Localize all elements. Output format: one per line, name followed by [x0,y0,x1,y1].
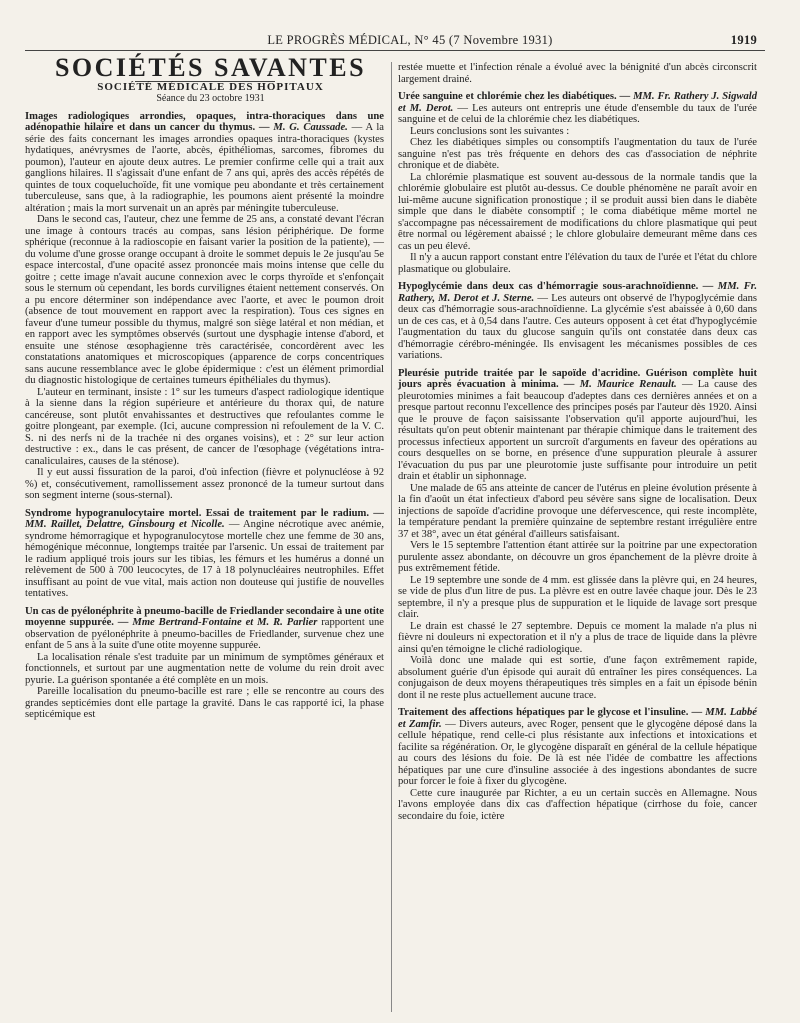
paragraph: Il y eut aussi fissuration de la paroi, d'où infection (fièvre et polynucléose à 92 %) et, consécutivement, ramollissement assez prononcé de la tumeur surtout dans son segment interne (sous-sternal). [25,467,384,501]
article-lead [398,707,757,788]
article-lead [25,606,384,652]
article-bertrand-fontaine [25,606,384,721]
paragraph: Vers le 15 septembre l'attention étant attirée sur la poitrine par une expectoration purulente assez abondante, on découvre un gros épanchement de la plèvre droite à pus extrêmement fétide. [398,540,757,574]
article-caussade [25,111,384,502]
article-lead [398,281,757,362]
paragraph: Cette cure inaugurée par Richter, a eu un certain succès en Allemagne. Nous l'avons employée dans dix cas d'affection hépatique (cirrhose du foie, cancer secondaire du foie, ictère [398,787,757,822]
paragraph: Chez les diabétiques simples ou consomptifs l'augmentation du taux de l'urée sanguine n'est pas très fréquente en dehors des cas d'association de néphrite chronique et de diabète. [398,137,757,171]
article-title: Urée sanguine et chlorémie chez les diabétiques. [398,91,617,102]
article-labbe [398,707,757,822]
article-renault [398,368,757,702]
paragraph: Leurs conclusions sont les suivantes : [410,125,570,137]
article-lead [25,508,384,600]
article-text: — La cause des pleurotomies minimes a fait beaucoup d'adeptes dans ces dernières années et on a presque partout reconnu l'excellence des principes posés par l'auteur dès 1920. Ainsi que le prouve de façon saisissante l'observation qu'il apporte aujourd'hui, les résultats qu'on peut obtenir maintenant par thérapie chimique dans le traitement des processus infectieux apportent un surcroît d'arguments en faveur des opérations au cours desquelles on se borne, en présence d'une suppuration pleurale à assurer l'évacuation du pus par une pleurotomie juste suffisante pour introduire un petit drain et établir un siphonnage. [398,379,758,482]
right-column [398,62,757,822]
paragraph: Voilà donc une malade qui est sortie, d'une façon extrêmement rapide, absolument guérie d'un épisode qui aurait dû entraîner les pires conséquences. La conjugaison de deux moyens thérapeutiques très simples en a fait un épisode bénin dont il ne reste plus actuellement aucune trace. [398,655,757,701]
article-title: Hypoglycémie dans deux cas d'hémorragie sous-arachnoïdienne. [398,281,699,292]
society-heading: SOCIÉTÉ MÉDICALE DES HOPITAUX [97,80,324,93]
article-text: rapportent une observation de pyélonéphrite à pneumo-bacilles de Friedlander, survenue chez une enfant de 5 ans à la suite d'une otite moyenne suppurée. [25,617,385,651]
paragraph: Pareille localisation du pneumo-bacille est rare ; elle se rencontre au cours des grandes septicémies dont elle partage la gravité. Dans le cas rapporté ici, la phase septicémique est [25,686,384,720]
article-text: — Les auteurs ont observé de l'hypoglycémie dans deux cas d'hémorragie sous-arachnoïdienne. La glycémie s'est abaissée à 0,60 dans un de ces cas, et à 0,54 dans l'autre. Ces auteurs opposent à cet état d'hypoglycémie l'augmentation du taux du glucose sanguin qu'ils ont constatée dans deux cas d'hémorragie cérébro-méningée. Ils envisagent les mécanismes possibles de ces variations. [398,292,758,361]
continuation-paragraph: restée muette et l'infection rénale a évolué avec la bénignité d'un abcès circonscrit largement drainé. [398,62,757,85]
paragraph: La chlorémie plasmatique est souvent au-dessous de la normale tandis que la chlorémie globulaire est plutôt au-dessus. Ce double phénomène ne paraît avoir en lui-même aucune signification pronostique ; il se produit aussi bien dans le diabète simple que dans le diabète consomptif ; le coma diabétique même mortel ne s'accompagne pas nécessairement de modifications du chlore plasmatique qui peut être normal ou légèrement abaissé ; le chlore globulaire demeurant même dans ces cas un peu élevé. [398,171,757,252]
page-number: 1919 [730,33,757,47]
paragraph: Le drain est chassé le 27 septembre. Depuis ce moment la malade n'a plus ni fièvre ni douleurs ni expectoration et il n'y a plus de trace de liquide dans la plèvre ainsi qu'en témoigne le cliché radiologique. [398,620,757,655]
article-author: — MM. Fr. Rathery, M. Derot et J. Sterne. [398,281,757,304]
article-lead [398,368,757,483]
article-rathery-uree [398,91,757,275]
article-lead [398,91,757,126]
article-title: Un cas de pyélonéphrite à pneumo-bacille de Friedlander secondaire à une otite moyenne suppurée. [25,605,384,628]
article-author: — MM. Raillet, Delattre, Ginsbourg et Nicolle. [25,507,384,530]
seance-date: Séance du 23 octobre 1931 [156,93,265,104]
article-author: — M. Maurice Renault. [563,379,677,390]
article-raillet [25,508,384,600]
paragraph: Il n'y a aucun rapport constant entre l'élévation du taux de l'urée et l'état du chlore plasmatique ou globulaire. [398,252,757,275]
article-text: — Angine nécrotique avec anémie, syndrome hémorragique et hypogranulocytose mortelle chez une femme de 30 ans, hémogénique méconnue, longtemps traitée par l'arsenic. Un essai de traitement par le radium appliqué trois jours sur les tibias, les fémurs et les humérus a donné un relèvement de 500 à 700 leucocytes, de 17 à 18 polynucléaires neutrophiles. Effet insuffisant au point de vue vital, mais action non douteuse qui justifie de nouvelles tentatives. [25,519,384,599]
article-lead [25,111,384,215]
section-title: SOCIÉTÉS SAVANTES [54,53,367,82]
article-text: — A la série des faits concernant les images arrondies opaques intra-thoraciques (kystes hydatiques, anévrysmes de l'aorte, abcès, épithéliomas, sarcomes, fibromes du poumon), l'auteur en ajoute deux autres. Le premier confirme celle qui a trait aux ganglions hilaires. Il s'agissait d'une enfant de 7 ans qui, après des accès répétés de quintes de toux coqueluchoïde, fit une vomique peu abondante et très certainement tuberculeuse, sans que, à la radiographie, les poumons aient présenté la moindre altération ; mais la mort survenait un an après par méningite tuberculeuse. [25,122,384,214]
paragraph: L'auteur en terminant, insiste : 1° sur les tumeurs d'aspect radiologique identique à la sienne dans la région supérieure et antérieure du thorax qui, de nature cancéreuse, sont plutôt envahissantes et destructives que refoulantes comme le goitre plongeant, par exemple. (Ici, aucune compression ni refoulement de la V. C. S. ni des nerfs ni de la trachée ni des organes voisins), et : 2° sur leur action destructive : ex., dans le cas présent, de cancer de l'œsophage (végétations intra-canaliculaires, causes de la sténose). [25,386,384,467]
journal-title: LE PROGRÈS MÉDICAL, N° 45 (7 Novembre 1931) [267,33,553,47]
paragraph: Dans le second cas, l'auteur, chez une femme de 25 ans, a constaté devant l'écran une image à contours tracés au compas, sans lésion périphérique. De forme sphérique (reconnue à la radioscopie en faisant varier la position de la patiente), — du volume d'une grosse orange occupant à droite le sommet depuis le 2e jusqu'au 5e espace intercostal, d'une opacité assez prononcée mais moins intense que celle du goitre ; cette image n'avait aucune connexion avec le corps thyroïde et s'enfonçait sous le sternum où cependant, les bords curvilignes étaient nettement conservés. On a pu encore déterminer son indépendance avec l'aorte, et avec le poumon droit (absence de tout mouvement en rapport avec la respiration). Tous ces signes en faveur d'une tumeur possible du thymus, malgré son siège latéral et non médian, et en rapport avec les symptômes observés (surtout une dysphagie intense d'abord, et ensuite une sténose œsophagienne très caractérisée, concordèrent avec les constatations anatomiques et microscopiques (apparence de corps concentriques sans aucune ressemblance avec le globe épidermique : c'est un élément primordial du diagnostic histologique de certaines tumeurs épithéliales du thymus). [25,214,384,386]
article-title: Syndrome hypogranulocytaire mortel. Essai de traitement par le radium. [25,507,370,519]
article-author: — MM. Fr. Rathery J. Sigwald et M. Derot. [398,91,758,114]
paragraph: Le 19 septembre une sonde de 4 mm. est glissée dans la plèvre qui, en 24 heures, se vide de plus d'un litre de pus. La plèvre est en outre lavée chaque jour. Dès le 23 septembre, il n'y a presque plus de suppuration et le liquide de lavage sort presque clair. [398,574,757,620]
article-text: — Divers auteurs, avec Roger, pensent que le glycogène déposé dans la cellule hépatique, rend celle-ci plus résistante aux infections et intoxications et facilite sa régénération. Or, le glycogène disparaît en général de la cellule hépatique au cours des lésions du foie. De là est née l'idée de combattre les affections hépatiques par une cure d'insuline associée à des ingestions abondantes de sucre pour forcer le foie à fixer du glycogène. [398,718,757,787]
article-text: — Les auteurs ont entrepris une étude d'ensemble du taux de l'urée sanguine et de celui de la chlorémie chez les diabétiques. [398,102,758,125]
left-column [25,53,385,721]
article-author: — M. G. Caussade. [259,122,348,133]
article-rathery-hypoglycemie [398,281,757,362]
article-title: Images radiologiques arrondies, opaques, intra-thoraciques dans une adénopathie hilaire et dans un cancer du thymus. [25,110,384,133]
article-title: Traitement des affections hépatiques par le glycose et l'insuline. [398,707,689,718]
paragraph: La localisation rénale s'est traduite par un minimum de symptômes généraux et fonctionnels, et surtout par une augmentation nette de volume du rein droit avec pyurie. La guérison spontanée a été complète en un mois. [25,651,384,686]
article-author: — MM. Labbé et Zamfir. [398,707,757,730]
header-rule [25,50,765,51]
column-divider [391,62,392,1012]
article-title: Pleurésie putride traitée par le sapoïde d'acridine. Guérison complète huit jours après évacuation à minima. [398,367,757,390]
article-author: — Mme Bertrand-Fontaine et M. R. Parlier [117,617,318,628]
paragraph: Une malade de 65 ans atteinte de cancer de l'utérus en pleine évolution présente à la fin d'août un état infectieux d'abord peu sévère sans signe de localisation. Deux injections de sapoïde d'acridine provoque une défervescence, qui reste incomplète, la température pendant la première quinzaine de septembre restant irrégulière entre 37 et 38°, avec un état général d'ailleurs satisfaisant. [398,482,757,540]
